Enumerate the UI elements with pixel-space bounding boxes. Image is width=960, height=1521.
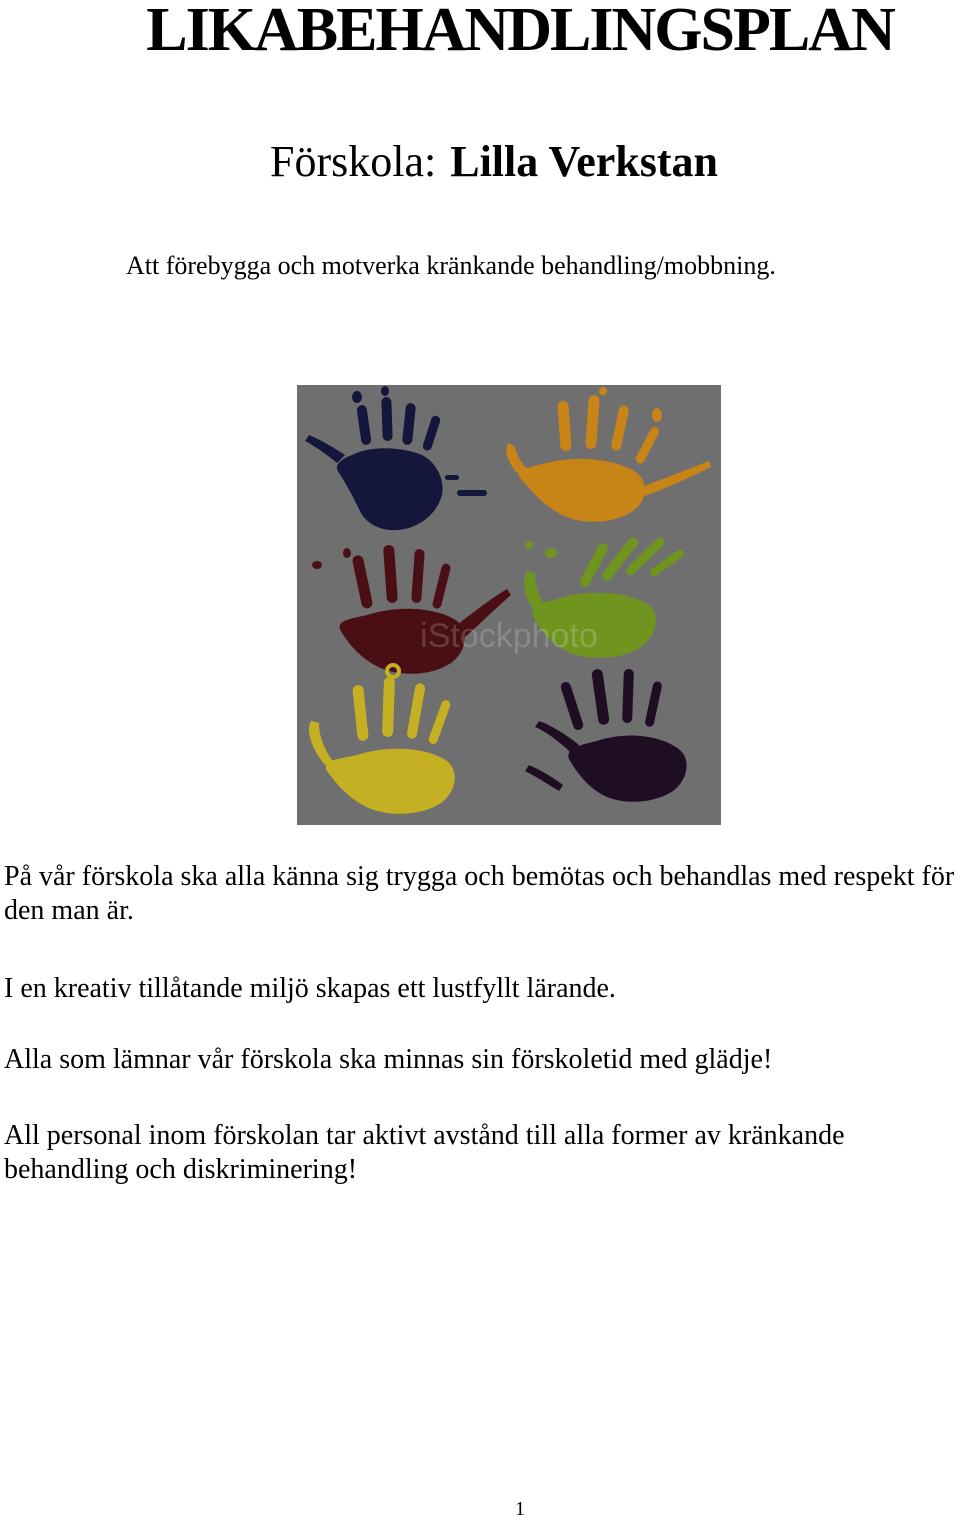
school-name: Lilla Verkstan <box>450 137 718 186</box>
page-number: 1 <box>515 1498 525 1520</box>
document-subtitle: Att förebygga och motverka kränkande behandling/mobbning. <box>126 251 776 280</box>
document-title: LIKABEHANDLINGSPLAN <box>146 0 894 64</box>
school-label: Förskola: <box>270 137 437 186</box>
handprint-orange <box>506 387 711 522</box>
school-heading <box>270 136 718 188</box>
handprints-image <box>297 385 721 825</box>
paragraph-4: All personal inom förskolan tar aktivt avstånd till alla former av kränkande behandling och diskriminering! <box>4 1120 845 1185</box>
paragraph-3: Alla som lämnar vår förskola ska minnas sin förskoletid med glädje! <box>4 1044 773 1075</box>
paragraph-2: I en kreativ tillåtande miljö skapas ett lustfyllt lärande. <box>4 973 616 1004</box>
handprints-illustration <box>297 385 721 825</box>
handprint-yellow <box>309 665 455 814</box>
handprint-purple <box>525 668 687 801</box>
watermark-text: iStockphoto <box>420 617 598 655</box>
paragraph-1: På vår förskola ska alla känna sig trygga och bemötas och behandlas med respekt för den man är. <box>4 861 955 926</box>
handprint-navy <box>305 386 487 530</box>
